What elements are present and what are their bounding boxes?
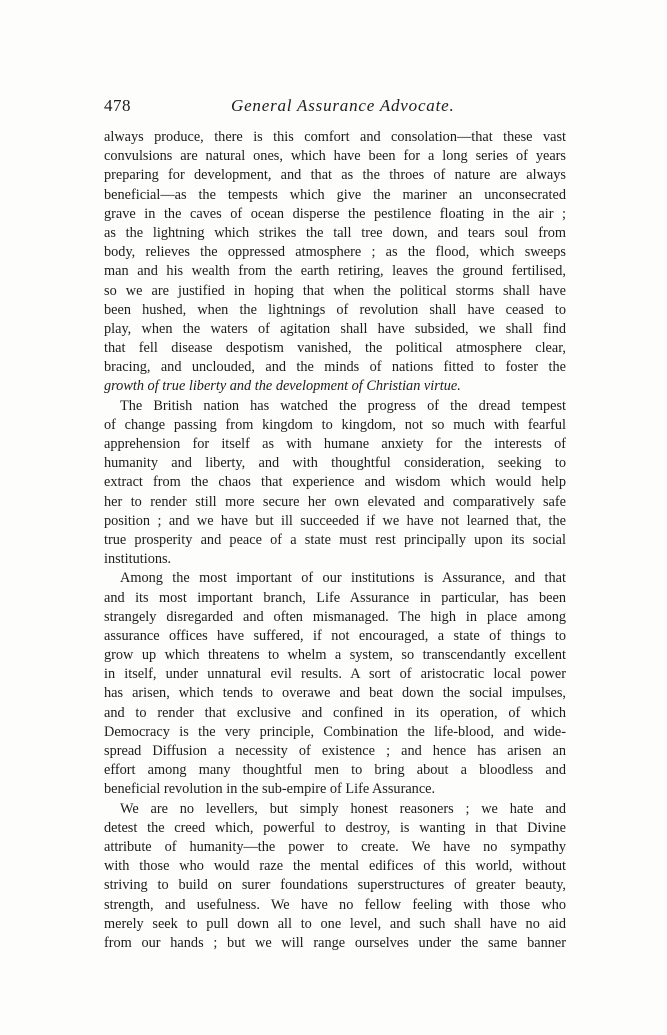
text-line: so we are justified in hoping that when the political storms shall have (104, 282, 566, 299)
running-title: General Assurance Advocate. (231, 96, 455, 115)
text-line: extract from the chaos that experience and wisdom which would help (104, 474, 566, 491)
text-line: preparing for development, and that as the throes of nature are always (104, 167, 566, 184)
text-line: as the lightning which strikes the tall tree down, and tears soul from (104, 224, 566, 241)
page-number: 478 (104, 96, 131, 115)
text-line: beneficial—as the tempests which give the mariner an unconsecrated (104, 186, 566, 203)
body-text (104, 128, 566, 953)
text-line: We are no levellers, but simply honest reasoners ; we hate and (120, 800, 566, 817)
text-line: beneficial revolution in the sub-empire of Life Assurance. (104, 781, 436, 798)
text-line: merely seek to pull down all to one level, and such shall have no aid (104, 915, 566, 932)
text-line: bracing, and unclouded, and the minds of nations fitted to foster the (104, 359, 566, 376)
text-line: strangely disregarded and often mismanaged. The high in place among (104, 608, 566, 625)
text-line: humanity and liberty, and with thoughtful consideration, seeking to (104, 455, 566, 472)
text-line: apprehension for itself as with humane anxiety for the interests of (104, 436, 566, 452)
text-line: from our hands ; but we will range ourselves under the same banner (104, 934, 566, 951)
text-line: spread Diffusion a necessity of existence ; and hence has arisen an (104, 743, 566, 759)
text-line: Among the most important of our institutions is Assurance, and that (120, 570, 566, 587)
text-line: striving to build on surer foundations superstructures of greater beauty, (104, 877, 566, 894)
text-line: grow up which threatens to whelm a system, so transcendantly excellent (104, 647, 566, 664)
text-line: with those who would raze the mental edifices of this world, without (104, 858, 566, 875)
text-line: her to render still more secure her own elevated and comparatively safe (104, 493, 566, 510)
text-line: and its most important branch, Life Assurance in particular, has been (104, 589, 566, 606)
text-line: Democracy is the very principle, Combination the life-blood, and wide- (104, 723, 566, 740)
text-line: and to render that exclusive and confined in its operation, of which (104, 704, 566, 721)
text-line: been hushed, when the lightnings of revolution shall have ceased to (104, 301, 566, 318)
text-line: strength, and usefulness. We have no fellow feeling with those who (104, 896, 566, 913)
text-line: of change passing from kingdom to kingdom, not so much with fearful (104, 416, 566, 433)
text-line: institutions. (104, 551, 172, 568)
page-header (104, 96, 566, 120)
text-line: has arisen, which tends to overawe and beat down the social impulses, (104, 685, 566, 702)
text-line: The British nation has watched the progress of the dread tempest (120, 397, 566, 414)
text-line: detest the creed which, powerful to destroy, is wanting in that Divine (104, 819, 566, 836)
text-line: growth of true liberty and the development of Christian virtue. (104, 378, 461, 395)
text-line: play, when the waters of agitation shall have subsided, we shall find (104, 320, 566, 337)
text-line: convulsions are natural ones, which have been for a long series of years (104, 148, 566, 165)
text-line: grave in the caves of ocean disperse the pestilence floating in the air ; (104, 205, 566, 222)
text-line: man and his wealth from the earth retiring, leaves the ground fertilised, (104, 263, 566, 280)
text-line: in itself, under unnatural evil results. A sort of aristocratic local power (104, 666, 566, 683)
text-line: attribute of humanity—the power to create. We have no sympathy (104, 838, 566, 855)
text-line: position ; and we have but ill succeeded if we have not learned that, the (104, 512, 566, 529)
text-line: body, relieves the oppressed atmosphere ; as the flood, which sweeps (104, 244, 566, 261)
text-line: assurance offices have suffered, if not encouraged, a state of things to (104, 627, 566, 644)
text-line: effort among many thoughtful men to bring about a bloodless and (104, 762, 566, 779)
text-line: true prosperity and peace of a state must rest principally upon its social (104, 531, 566, 548)
text-line: that fell disease despotism vanished, the political atmosphere clear, (104, 340, 566, 357)
text-line: always produce, there is this comfort and consolation—that these vast (104, 129, 566, 145)
